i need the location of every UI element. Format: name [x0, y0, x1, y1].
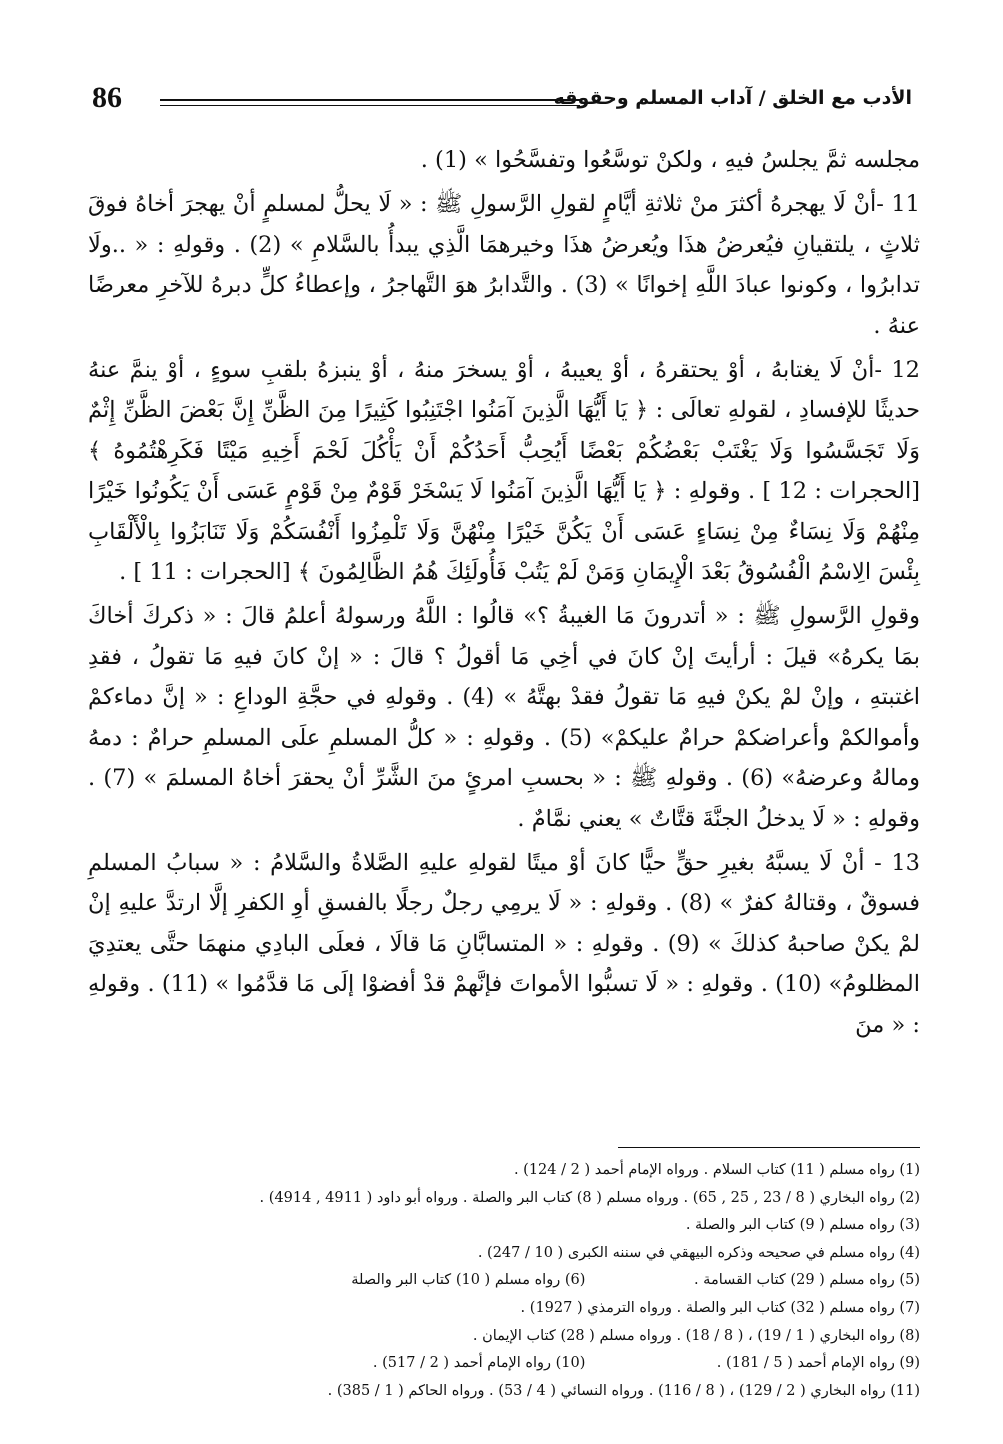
- footnote-6: (6) رواه مسلم ( 10) كتاب البر والصلة: [351, 1272, 586, 1289]
- footnote-9: (9) رواه الإمام أحمد ( 5 / 181) .: [716, 1355, 920, 1372]
- footnote-5: (5) رواه مسلم ( 29) كتاب القسامة .: [693, 1272, 920, 1289]
- footnote-10: (10) رواه الإمام أحمد ( 2 / 517) .: [372, 1355, 586, 1372]
- footnote-row-9-10: [88, 1350, 920, 1378]
- book-page: [88, 60, 920, 1430]
- header-title: الأدب مع الخلق / آداب المسلم وحقوقه: [553, 87, 912, 109]
- header-rule: [160, 99, 580, 101]
- paragraph-11: 11 -أنْ لَا يهجرهُ أكثرَ منْ ثلاثةِ أيَّامٍ لقولِ الرَّسولِ ﷺ : « لَا يحلُّ لمسلمٍ أنْ يهجرَ أخاهُ فوقَ ثلاثٍ ، يلتقيانِ فيُعرضُ هذَا ويُعرضُ هذَا وخيرهمَا الَّذِي يبدأُ بالسَّلامِ » (2) . وقولهِ : « ..ولَا تدابرُوا ، وكونوا عبادَ اللَّهِ إخوانًا » (3) . والتَّدابرُ هوَ التَّهاجرُ ، وإعطاءُ كلٍّ دبرهُ للآخرِ معرضًا عنهُ .: [88, 191, 920, 339]
- footnote-8: (8) رواه البخاري ( 1 / 19) ، ( 8 / 18) . ورواه مسلم ( 28) كتاب الإيمان .: [472, 1327, 920, 1344]
- footnote-3: (3) رواه مسلم ( 9) كتاب البر والصلة .: [685, 1217, 920, 1234]
- footnote-7: (7) رواه مسلم ( 32) كتاب البر والصلة . ورواه الترمذي ( 1927) .: [520, 1299, 920, 1316]
- footnote-divider: [618, 1147, 920, 1148]
- header-rule-thin: [160, 105, 580, 106]
- footnote-4: (4) رواه مسلم في صحيحه وذكره البيهقي في سننه الكبرى ( 10 / 247) .: [477, 1244, 920, 1261]
- footnote-1: (1) رواه مسلم ( 11) كتاب السلام . ورواه الإمام أحمد ( 2 / 124) .: [513, 1162, 920, 1178]
- footnote-2: (2) رواه البخاري ( 8 / 23 , 25 , 65) . ورواه مسلم ( 8) كتاب البر والصلة . ورواه أبو داود ( 4911 , 4914) .: [259, 1189, 920, 1206]
- footnote-11: (11) رواه البخاري ( 2 / 129) ، ( 8 / 116) . ورواه النسائي ( 4 / 53) . ورواه الحاكم ( 1 / 385) .: [327, 1382, 920, 1399]
- paragraph-13: 13 - أنْ لَا يسبَّهُ بغيرِ حقٍّ حيًّا كانَ أوْ ميتًا لقولهِ عليهِ الصَّلاةُ والسَّلامُ : « سبابُ المسلمِ فسوقٌ ، وقتالهُ كفرٌ » (8) . وقولهِ : « لَا يرمِي رجلٌ رجلًا بالفسقِ أوِ الكفرِ إلَّا ارتدَّ عليهِ إنْ لمْ يكنْ صاحبهُ كذلكَ » (9) . وقولهِ : « المتسابَّانِ مَا قالَا ، فعلَى البادِي منهمَا حتَّى يعتدِيَ المظلومُ» (10) . وقولهِ : « لَا تسبُّوا الأمواتَ فإنَّهمْ قدْ أفضوْا إلَى مَا قدَّمُوا » (11) . وقولهِ : « منَ: [88, 849, 920, 1038]
- footnotes: [88, 1157, 920, 1405]
- main-text: [88, 140, 920, 1045]
- page-number: 86: [92, 81, 122, 114]
- footnote-row-5-6: [88, 1267, 920, 1295]
- paragraph-12-hadith: وقولِ الرَّسولِ ﷺ : « أتدرونَ مَا الغيبةُ ؟» قالُوا : اللَّهُ ورسولهُ أعلمُ قالَ : « ذكركَ أخاكَ بمَا يكرهُ» قيلَ : أرأيتَ إنْ كانَ في أخِي مَا أقولُ ؟ قالَ : « إنْ كانَ فيهِ مَا تقولُ ، فقدِ اغتبتهِ ، وإنْ لمْ يكنْ فيهِ مَا تقولُ فقدْ بهتَّهُ » (4) . وقولهِ في حجَّةِ الوداعِ : « إنَّ دماءكمْ وأموالكمْ وأعراضكمْ حرامٌ عليكمْ» (5) . وقولهِ : « كلُّ المسلمِ علَى المسلمِ حرامٌ : دمهُ ومالهُ وعرضهُ» (6) . وقولهِ ﷺ : « بحسبِ امرئٍ منَ الشَّرِّ أنْ يحقرَ أخاهُ المسلمَ » (7) . وقولهِ : « لَا يدخلُ الجنَّةَ قتَّاتٌ » يعني نمَّامٌ .: [88, 603, 920, 832]
- paragraph-continuation: مجلسه ثمَّ يجلسُ فيهِ ، ولكنْ توسَّعُوا وتفسَّحُوا » (1) .: [420, 147, 920, 173]
- running-header: [88, 82, 920, 128]
- paragraph-12: 12 -أنْ لَا يغتابهُ ، أوْ يحتقرهُ ، أوْ يعيبهُ ، أوْ يسخرَ منهُ ، أوْ ينبزهُ بلقبِ سوءٍ ، أوْ ينمَّ عنهُ حديثًا للإفسادِ ، لقولهِ تعالَى : ﴿ يَا أَيُّهَا الَّذِينَ آمَنُوا اجْتَنِبُوا كَثِيرًا مِنَ الظَّنِّ إِنَّ بَعْضَ الظَّنِّ إِثْمٌ وَلَا تَجَسَّسُوا وَلَا يَغْتَبْ بَعْضُكُمْ بَعْضًا أَيُحِبُّ أَحَدُكُمْ أَنْ يَأْكُلَ لَحْمَ أَخِيهِ مَيْتًا فَكَرِهْتُمُوهُ ﴾ [الحجرات : 12 ] . وقولهِ : ﴿ يَا أَيُّهَا الَّذِينَ آمَنُوا لَا يَسْخَرْ قَوْمٌ مِنْ قَوْمٍ عَسَى أَنْ يَكُونُوا خَيْرًا مِنْهُمْ وَلَا نِسَاءٌ مِنْ نِسَاءٍ عَسَى أَنْ يَكُنَّ خَيْرًا مِنْهُنَّ وَلَا تَلْمِزُوا أَنْفُسَكُمْ وَلَا تَنَابَزُوا بِالْأَلْقَابِ بِئْسَ الِاسْمُ الْفُسُوقُ بَعْدَ الْإِيمَانِ وَمَنْ لَمْ يَتُبْ فَأُولَئِكَ هُمُ الظَّالِمُونَ ﴾ [الحجرات : 11 ] .: [88, 357, 920, 586]
